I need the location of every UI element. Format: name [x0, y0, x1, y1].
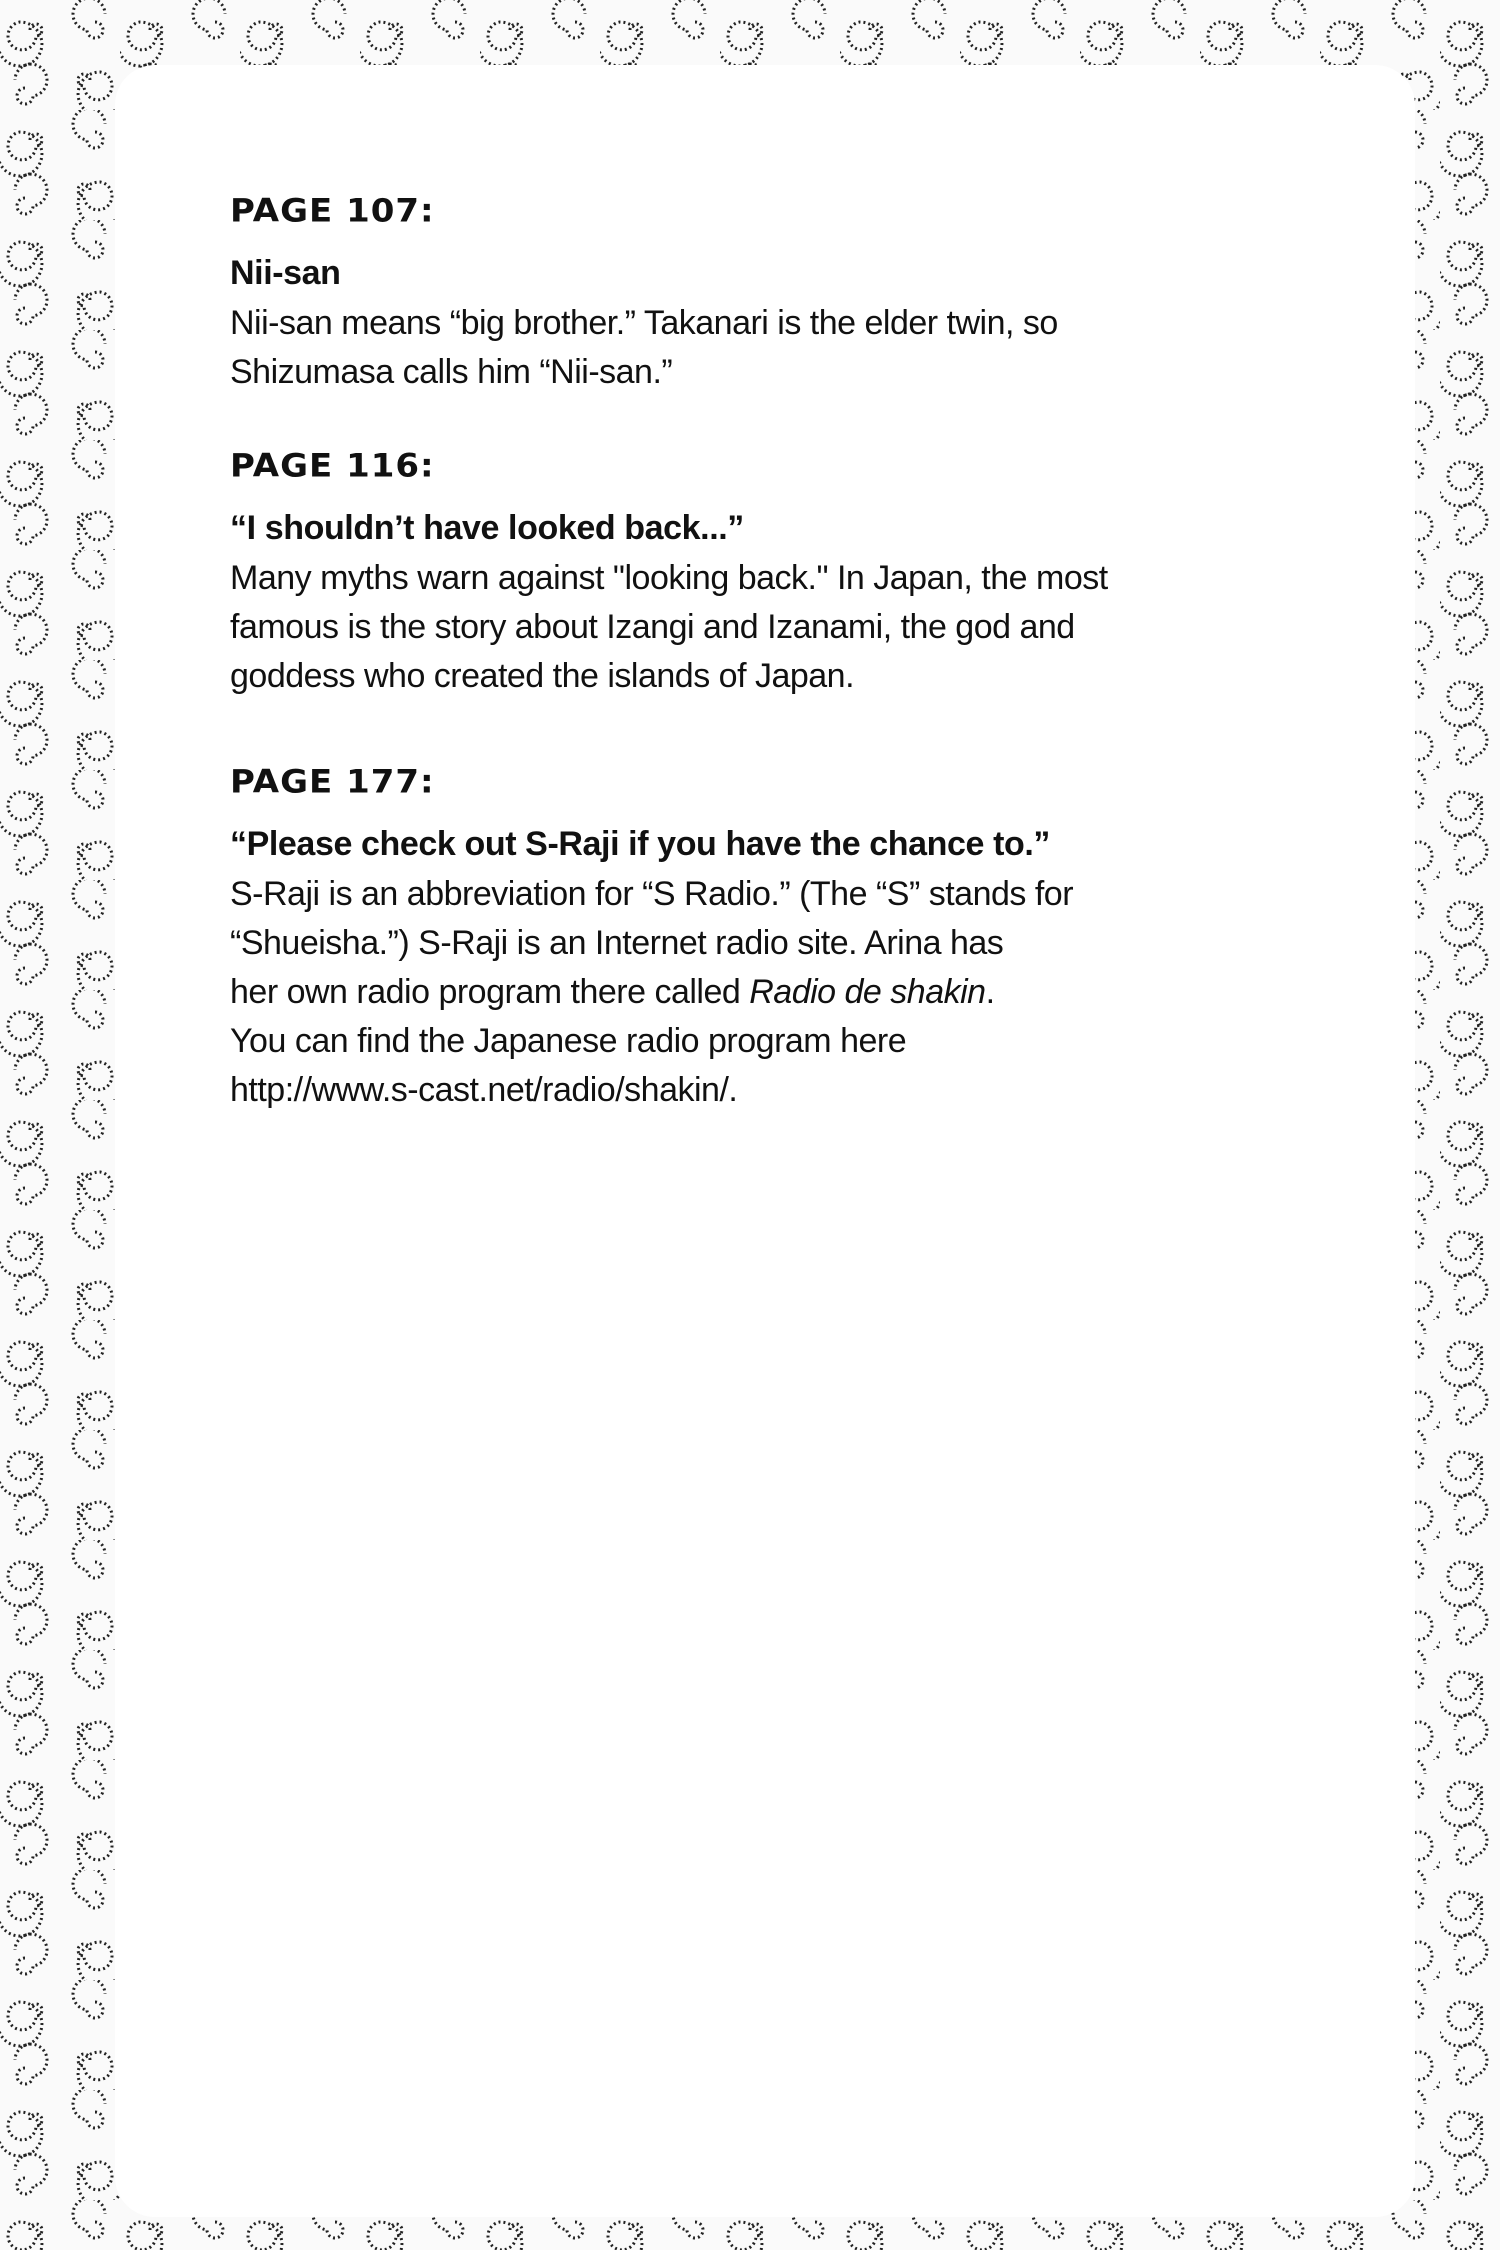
note-page-116	[230, 444, 1108, 701]
note-title: “I shouldn’t have looked back...”	[230, 509, 744, 547]
note-heading: PAGE 177:	[230, 763, 435, 801]
note-text: her own radio program there called	[230, 973, 750, 1011]
note-title: Nii-san	[230, 254, 341, 292]
note-line: “Shueisha.”) S-Raji is an Internet radio site. Arina has	[230, 924, 1004, 962]
note-line: goddess who created the islands of Japan.	[230, 657, 855, 695]
note-text: .	[985, 973, 995, 1011]
note-heading: PAGE 116:	[230, 447, 435, 485]
note-line: Shizumasa calls him “Nii-san.”	[230, 353, 673, 391]
note-line: You can find the Japanese radio program here	[230, 1022, 907, 1060]
radio-url: http://www.s-cast.net/radio/shakin/.	[230, 1071, 738, 1109]
note-line: Many myths warn against "looking back." In Japan, the most	[230, 559, 1108, 597]
note-line: Nii-san means “big brother.” Takanari is the elder twin, so	[230, 304, 1058, 342]
note-line: S-Raji is an abbreviation for “S Radio.” (The “S” stands for	[230, 875, 1074, 913]
note-page-107	[230, 189, 1058, 397]
note-page-177	[230, 760, 1073, 1115]
program-title: Radio de shakin	[749, 973, 986, 1011]
note-heading: PAGE 107:	[230, 192, 435, 230]
note-title: “Please check out S-Raji if you have the chance to.”	[230, 825, 1051, 863]
note-line	[230, 968, 1073, 1017]
note-line: famous is the story about Izangi and Izanami, the god and	[230, 608, 1075, 646]
